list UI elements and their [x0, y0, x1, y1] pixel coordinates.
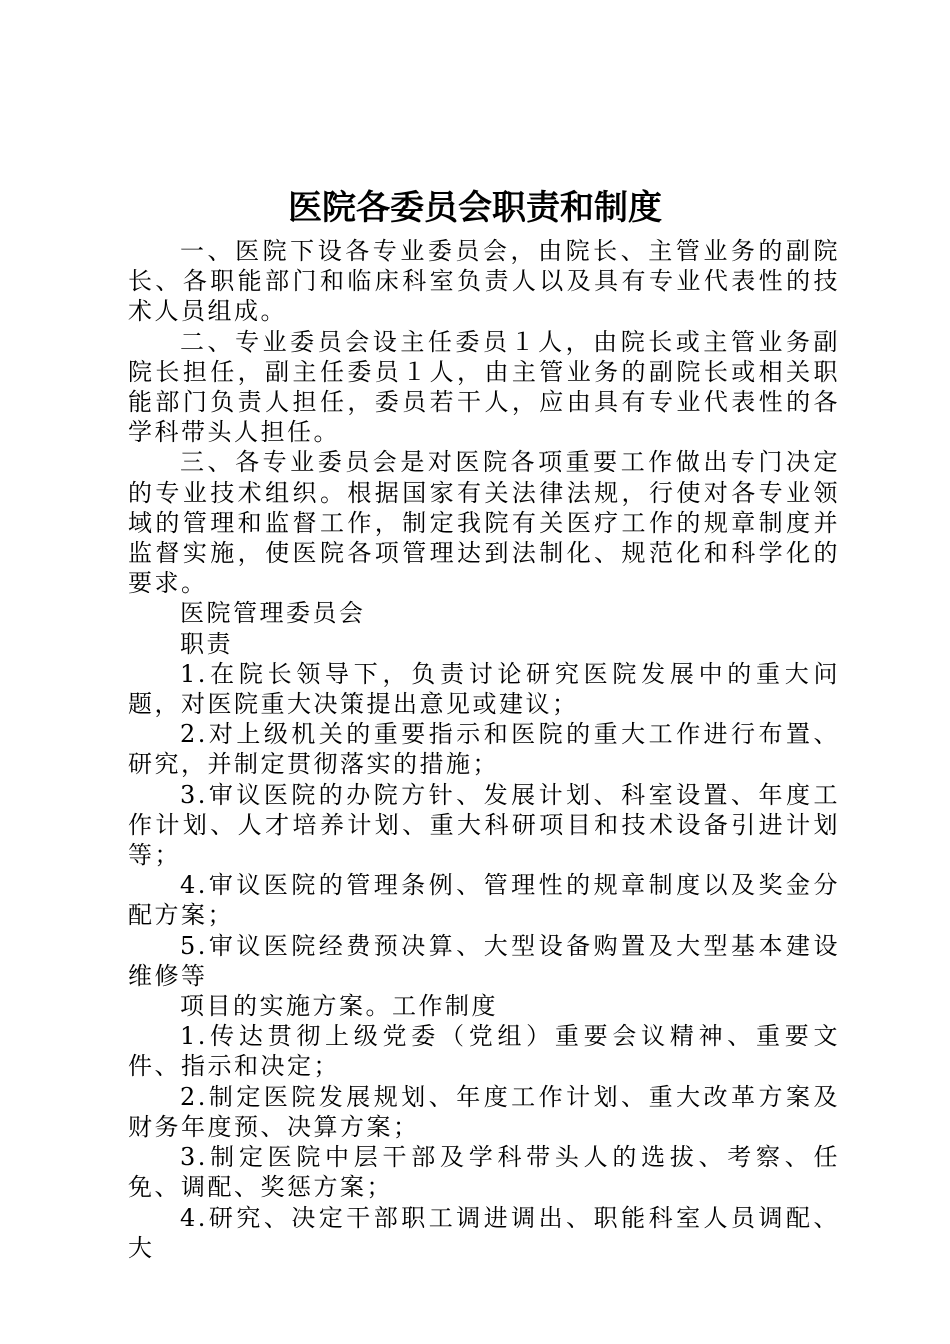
list-item: 3.审议医院的办院方针、发展计划、科室设置、年度工作计划、人才培养计划、重大科研项目和技术设备引进计划等； [128, 780, 840, 870]
list-item: 1.传达贯彻上级党委（党组）重要会议精神、重要文件、指示和决定； [128, 1022, 840, 1081]
section-heading: 职责 [180, 629, 233, 658]
paragraph: 二、专业委员会设主任委员１人，由院长或主管业务副院长担任，副主任委员１人，由主管业务的副院长或相关职能部门负责人担任，委员若干人，应由具有专业代表性的各学科带头人担任。 [128, 327, 840, 447]
section-heading: 医院管理委员会 [180, 599, 366, 628]
list-item: 5.审议医院经费预决算、大型设备购置及大型基本建设维修等 [128, 931, 840, 990]
document-body [128, 236, 840, 1263]
list-item: 4.审议医院的管理条例、管理性的规章制度以及奖金分配方案； [128, 871, 840, 930]
list-item: 4.研究、决定干部职工调进调出、职能科室人员调配、大 [128, 1203, 840, 1262]
paragraph: 三、各专业委员会是对医院各项重要工作做出专门决定的专业技术组织。根据国家有关法律法规，行使对各专业领域的管理和监督工作，制定我院有关医疗工作的规章制度并监督实施，使医院各项管理达到法制化、规范化和科学化的要求。 [128, 448, 840, 598]
paragraph: 项目的实施方案。工作制度 [180, 992, 498, 1021]
list-item: 3.制定医院中层干部及学科带头人的选拔、考察、任免、调配、奖惩方案； [128, 1143, 840, 1202]
document-title: 医院各委员会职责和制度 [288, 188, 662, 228]
list-item: 1.在院长领导下，负责讨论研究医院发展中的重大问题，对医院重大决策提出意见或建议； [128, 659, 840, 719]
list-item: 2.制定医院发展规划、年度工作计划、重大改革方案及财务年度预、决算方案； [128, 1082, 840, 1141]
paragraph: 一、医院下设各专业委员会，由院长、主管业务的副院长、各职能部门和临床科室负责人以及具有专业代表性的技术人员组成。 [128, 237, 840, 326]
list-item: 2.对上级机关的重要指示和医院的重大工作进行布置、研究，并制定贯彻落实的措施； [128, 720, 840, 779]
